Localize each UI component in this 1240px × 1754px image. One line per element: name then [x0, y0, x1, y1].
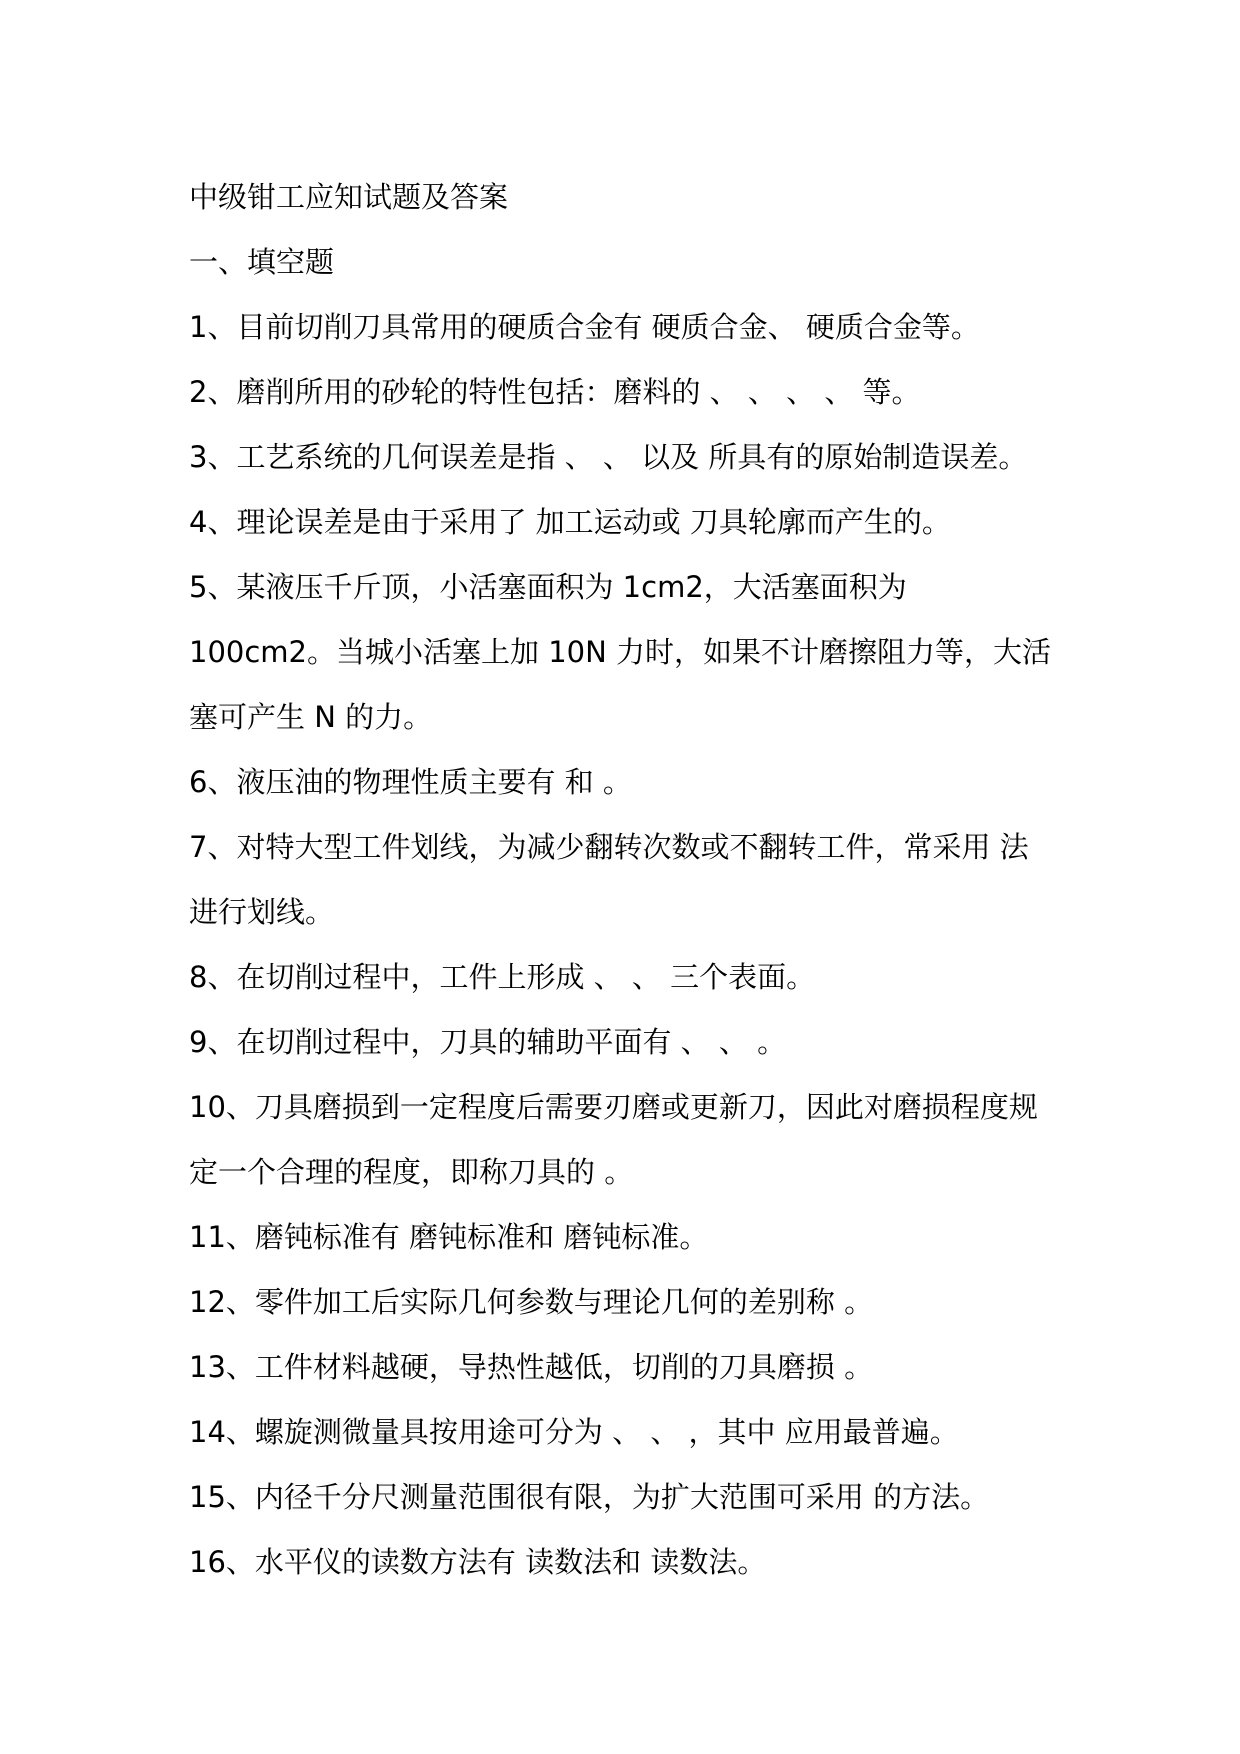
section-heading: 一、填空题: [189, 245, 335, 279]
question-12: 12、零件加工后实际几何参数与理论几何的差别称 。: [189, 1285, 874, 1319]
question-4: 4、理论误差是由于采用了 加工运动或 刀具轮廓而产生的。: [189, 505, 951, 539]
question-7-line-2: 进行划线。: [189, 895, 335, 929]
question-1: 1、目前切削刀具常用的硬质合金有 硬质合金、 硬质合金等。: [189, 310, 980, 344]
document-title: 中级钳工应知试题及答案: [189, 180, 509, 214]
question-5-line-1: 5、某液压千斤顶，小活塞面积为 1cm2，大活塞面积为: [189, 570, 907, 604]
question-11: 11、磨钝标准有 磨钝标准和 磨钝标准。: [189, 1220, 709, 1254]
question-10-line-2: 定一个合理的程度，即称刀具的 。: [189, 1155, 634, 1189]
question-13: 13、工件材料越硬，导热性越低，切削的刀具磨损 。: [189, 1350, 874, 1384]
document-page: [189, 165, 1069, 1595]
question-5-line-3: 塞可产生 N 的力。: [189, 700, 433, 734]
question-3: 3、工艺系统的几何误差是指 、 、 以及 所具有的原始制造误差。: [189, 440, 1028, 474]
question-16: 16、水平仪的读数方法有 读数法和 读数法。: [189, 1545, 767, 1579]
question-15: 15、内径千分尺测量范围很有限，为扩大范围可采用 的方法。: [189, 1480, 990, 1514]
question-14: 14、螺旋测微量具按用途可分为 、 、 ，其中 应用最普遍。: [189, 1415, 959, 1449]
question-5-line-2: 100cm2。当城小活塞上加 10N 力时，如果不计磨擦阻力等，大活: [189, 635, 1052, 669]
question-7-line-1: 7、对特大型工件划线，为减少翻转次数或不翻转工件，常采用 法: [189, 830, 1029, 864]
question-9: 9、在切削过程中，刀具的辅助平面有 、 、 。: [189, 1025, 787, 1059]
question-10-line-1: 10、刀具磨损到一定程度后需要刃磨或更新刀，因此对磨损程度规: [189, 1090, 1038, 1124]
question-2: 2、磨削所用的砂轮的特性包括：磨料的 、 、 、 、 等。: [189, 375, 921, 409]
question-8: 8、在切削过程中，工件上形成 、 、 三个表面。: [189, 960, 816, 994]
question-6: 6、液压油的物理性质主要有 和 。: [189, 765, 632, 799]
